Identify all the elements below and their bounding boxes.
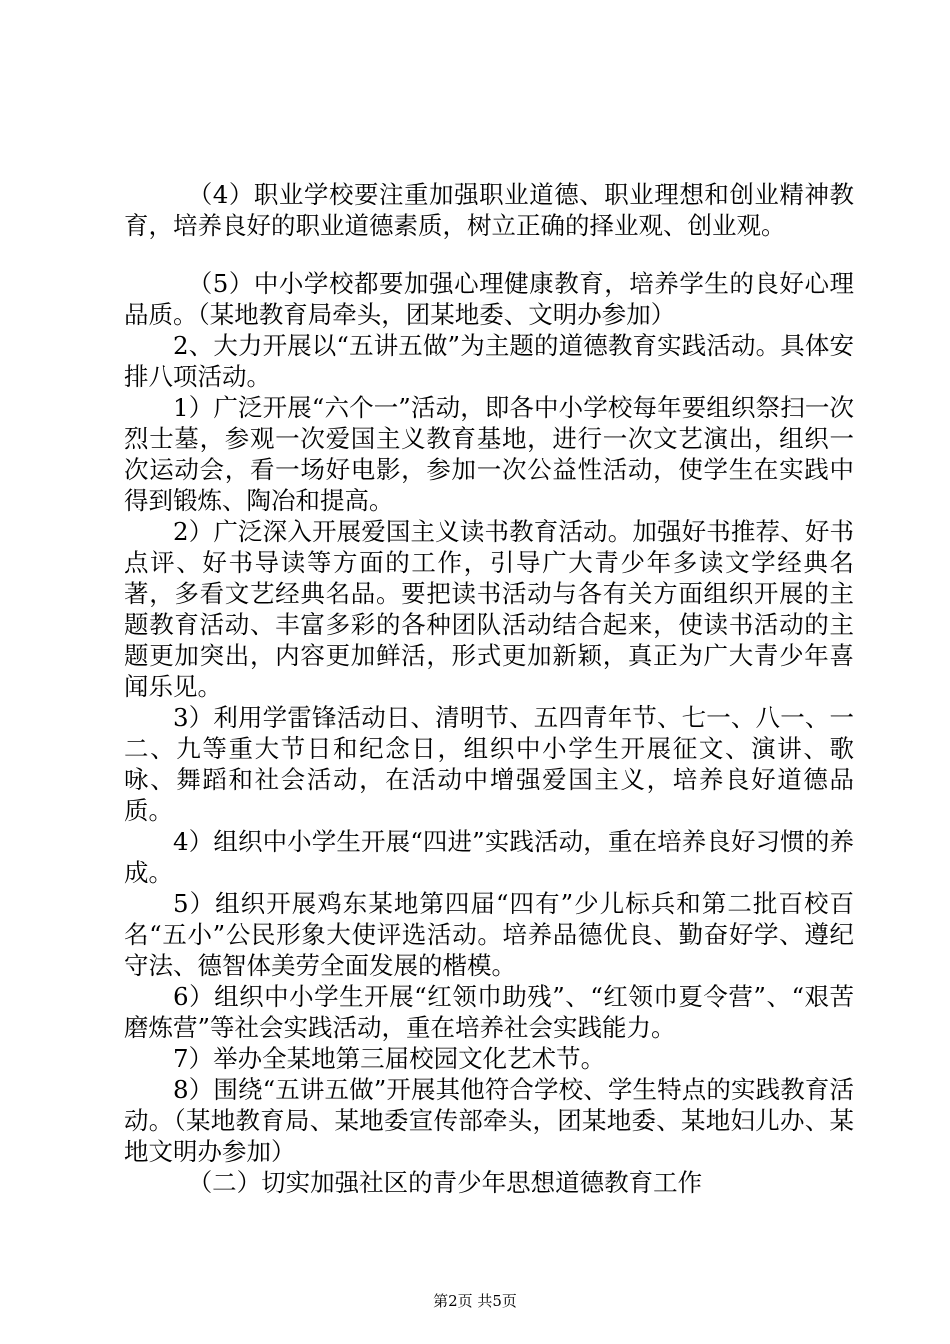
paragraph-item-1: 1）广泛开展“六个一”活动，即各中小学校每年要组织祭扫一次烈士墓，参观一次爱国主义教育基地，进行一次文艺演出，组织一次运动会，看一场好电影，参加一次公益性活动，使学生在实践中得到锻炼、陶冶和提高。 [124, 393, 854, 515]
paragraph-block-2 [124, 268, 854, 1198]
paragraph-item-5: 5）组织开展鸡东某地第四届“四有”少儿标兵和第二批百校百名“五小”公民形象大使评选活动。培养品德优良、勤奋好学、遵纪守法、德智体美劳全面发展的楷模。 [124, 889, 854, 980]
paragraph-five-talks-five-dos: 2、大力开展以“五讲五做”为主题的道德教育实践活动。具体安排八项活动。 [124, 331, 854, 391]
paragraph-mental-health: （5）中小学校都要加强心理健康教育，培养学生的良好心理品质。（某地教育局牵头，团某地委、文明办参加） [124, 269, 854, 329]
paragraph-item-8: 8）围绕“五讲五做”开展其他符合学校、学生特点的实践教育活动。（某地教育局、某地委宣传部牵头，团某地委、某地妇儿办、某地文明办参加） [124, 1075, 854, 1166]
paragraph-item-4: 4）组织中小学生开展“四进”实践活动，重在培养良好习惯的养成。 [124, 827, 854, 887]
paragraph-item-2: 2）广泛深入开展爱国主义读书教育活动。加强好书推荐、好书点评、好书导读等方面的工作，引导广大青少年多读文学经典名著，多看文艺经典名品。要把读书活动与各有关方面组织开展的主题教育活动、丰富多彩的各种团队活动结合起来，使读书活动的主题更加突出，内容更加鲜活，形式更加新颖，真正为广大青少年喜闻乐见。 [124, 517, 854, 701]
paragraph-item-3: 3）利用学雷锋活动日、清明节、五四青年节、七一、八一、一二、九等重大节日和纪念日，组织中小学生开展征文、演讲、歌咏、舞蹈和社会活动，在活动中增强爱国主义，培养良好道德品质。 [124, 703, 854, 825]
paragraph-item-7: 7）举办全某地第三届校园文化艺术节。 [173, 1044, 606, 1073]
paragraph-item-6: 6）组织中小学生开展“红领巾助残”、“红领巾夏令营”、“艰苦磨炼营”等社会实践活动，重在培养社会实践能力。 [124, 982, 854, 1042]
section-heading-community: （二）切实加强社区的青少年思想道德教育工作 [187, 1168, 703, 1197]
paragraph-block-1 [124, 179, 854, 241]
paragraph-vocational-schools: （4）职业学校要注重加强职业道德、职业理想和创业精神教育，培养良好的职业道德素质，树立正确的择业观、创业观。 [124, 180, 854, 240]
page-footer: 第2页 共5页 [433, 1292, 517, 1310]
